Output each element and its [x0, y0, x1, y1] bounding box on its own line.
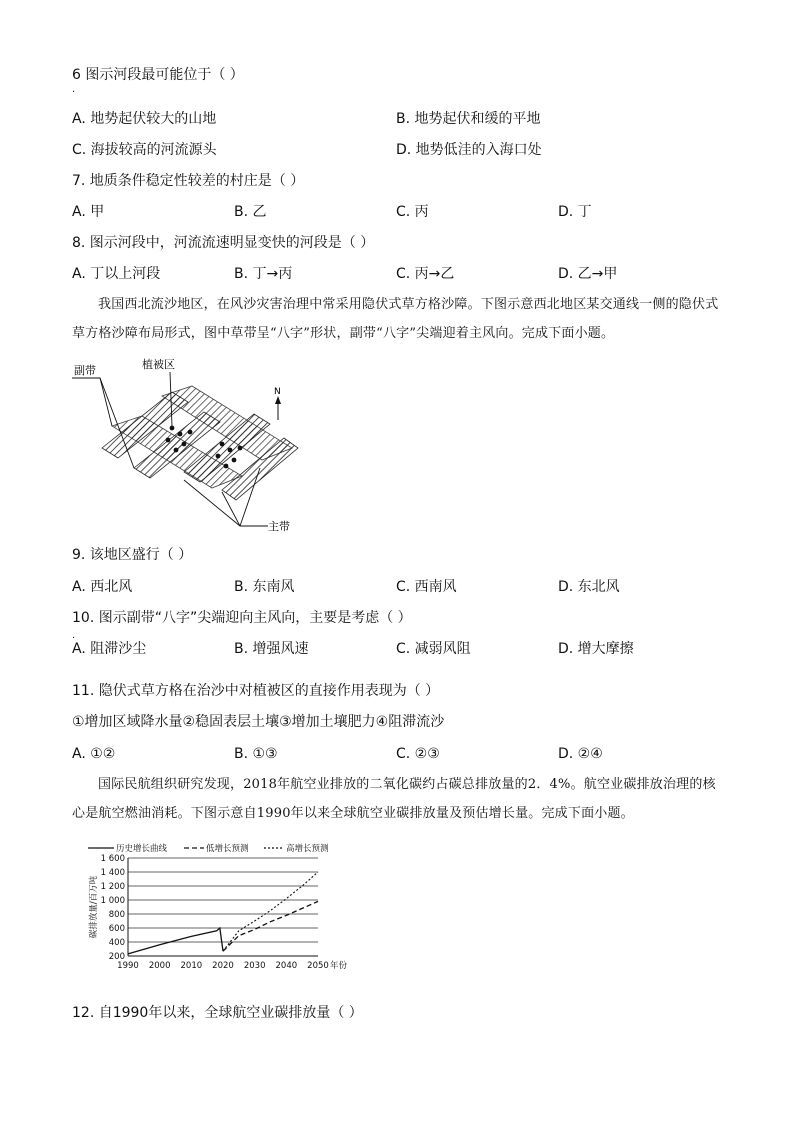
y-axis-label: 碳排放量/百万吨	[89, 875, 99, 939]
q7-option-b[interactable]: B. 乙	[234, 204, 267, 220]
q9-option-a[interactable]: A. 西北风	[72, 579, 133, 595]
question-11-stem: 11. 隐伏式草方格在治沙中对植被区的直接作用表现为（ ）	[72, 683, 440, 699]
q10-option-b[interactable]: B. 增强风速	[234, 641, 309, 657]
y-tick-label: 1 000	[100, 896, 125, 906]
question-9-stem: 9. 该地区盛行（ ）	[72, 547, 193, 563]
q10-option-a[interactable]: A. 阻滞沙尘	[72, 641, 147, 657]
label-fudai: 副带	[74, 364, 96, 377]
mark-dot: ·	[72, 87, 76, 98]
x-tick-label: 2050	[307, 961, 329, 971]
q11-option-d[interactable]: D. ②④	[558, 746, 603, 762]
q11-option-b[interactable]: B. ①③	[234, 746, 278, 762]
x-tick-label: 2010	[180, 961, 203, 971]
question-11-items: ①增加区域降水量②稳固表层土壤③增加土壤肥力④阻滞流沙	[72, 714, 445, 730]
y-tick-label: 1 200	[100, 882, 125, 892]
aviation-emission-chart	[88, 840, 360, 988]
q8-option-d[interactable]: D. 乙→甲	[558, 266, 618, 282]
x-tick-label: 2020	[212, 961, 234, 971]
q7-option-a[interactable]: A. 甲	[72, 204, 105, 220]
label-zhibei: 植被区	[142, 358, 175, 371]
series-line-2	[223, 901, 318, 951]
q7-option-c[interactable]: C. 丙	[396, 204, 429, 220]
q6-option-c[interactable]: C. 海拔较高的河流源头	[72, 142, 217, 158]
sand-barrier-figure	[72, 356, 312, 542]
question-7-stem: 7. 地质条件稳定性较差的村庄是（ ）	[72, 173, 305, 189]
y-tick-label: 400	[108, 938, 125, 948]
x-tick-label: 2000	[148, 961, 171, 971]
legend-label: 历史增长曲线	[116, 844, 168, 854]
question-8-stem: 8. 图示河段中，河流流速明显变快的河段是（ ）	[72, 235, 375, 251]
y-tick-label: 800	[108, 910, 125, 920]
x-tick-label: 1990	[117, 961, 139, 971]
label-zhudai: 主带	[268, 520, 290, 533]
q11-option-a[interactable]: A. ①②	[72, 746, 116, 762]
q10-option-c[interactable]: C. 减弱风阻	[396, 641, 471, 657]
x-axis-label: 年份	[330, 961, 348, 971]
q6-option-a[interactable]: A. 地势起伏较大的山地	[72, 111, 217, 127]
series-line-3	[223, 872, 318, 951]
x-tick-label: 2040	[275, 961, 298, 971]
question-10-stem: 10. 图示副带“八字”尖端迎向主风向，主要是考虑（ ）	[72, 610, 412, 626]
q8-option-b[interactable]: B. 丁→丙	[234, 266, 293, 282]
y-tick-label: 1 400	[100, 868, 125, 878]
north-label: N	[274, 387, 281, 397]
legend-label: 低增长预测	[206, 844, 249, 854]
passage-aviation: 国际民航组织研究发现，2018年航空业排放的二氧化碳约占碳总排放量的2．4%。航空业碳排放治理的核心是航空燃油消耗。下图示意自1990年以来全球航空业碳排放量及预估增长量。完成下面小题。	[72, 777, 716, 821]
q9-option-c[interactable]: C. 西南风	[396, 579, 457, 595]
q9-option-d[interactable]: D. 东北风	[558, 579, 620, 595]
q6-option-d[interactable]: D. 地势低洼的入海口处	[396, 142, 542, 158]
series-line-1	[128, 928, 223, 954]
q11-option-c[interactable]: C. ②③	[396, 746, 440, 762]
q6-option-b[interactable]: B. 地势起伏和缓的平地	[396, 111, 541, 127]
y-tick-label: 200	[108, 952, 125, 962]
x-tick-label: 2030	[243, 961, 266, 971]
y-tick-label: 600	[108, 924, 125, 934]
question-12-stem: 12. 自1990年以来，全球航空业碳排放量（ ）	[72, 1005, 363, 1021]
q9-option-b[interactable]: B. 东南风	[234, 579, 295, 595]
q7-option-d[interactable]: D. 丁	[558, 204, 592, 220]
q8-option-c[interactable]: C. 丙→乙	[396, 266, 455, 282]
question-6-stem: 6 图示河段最可能位于（ ）	[72, 67, 244, 83]
passage-sand-barrier: 我国西北流沙地区，在风沙灾害治理中常采用隐伏式草方格沙障。下图示意西北地区某交通线一侧的隐伏式草方格沙障布局形式，图中草带呈“八字”形状，副带“八字”尖端迎着主风向。完成下面小题。	[72, 297, 719, 341]
q8-option-a[interactable]: A. 丁以上河段	[72, 266, 161, 282]
mark-dot: ·	[72, 633, 76, 644]
legend-label: 高增长预测	[286, 844, 329, 854]
q10-option-d[interactable]: D. 增大摩擦	[558, 641, 634, 657]
y-tick-label: 1 600	[100, 854, 125, 864]
